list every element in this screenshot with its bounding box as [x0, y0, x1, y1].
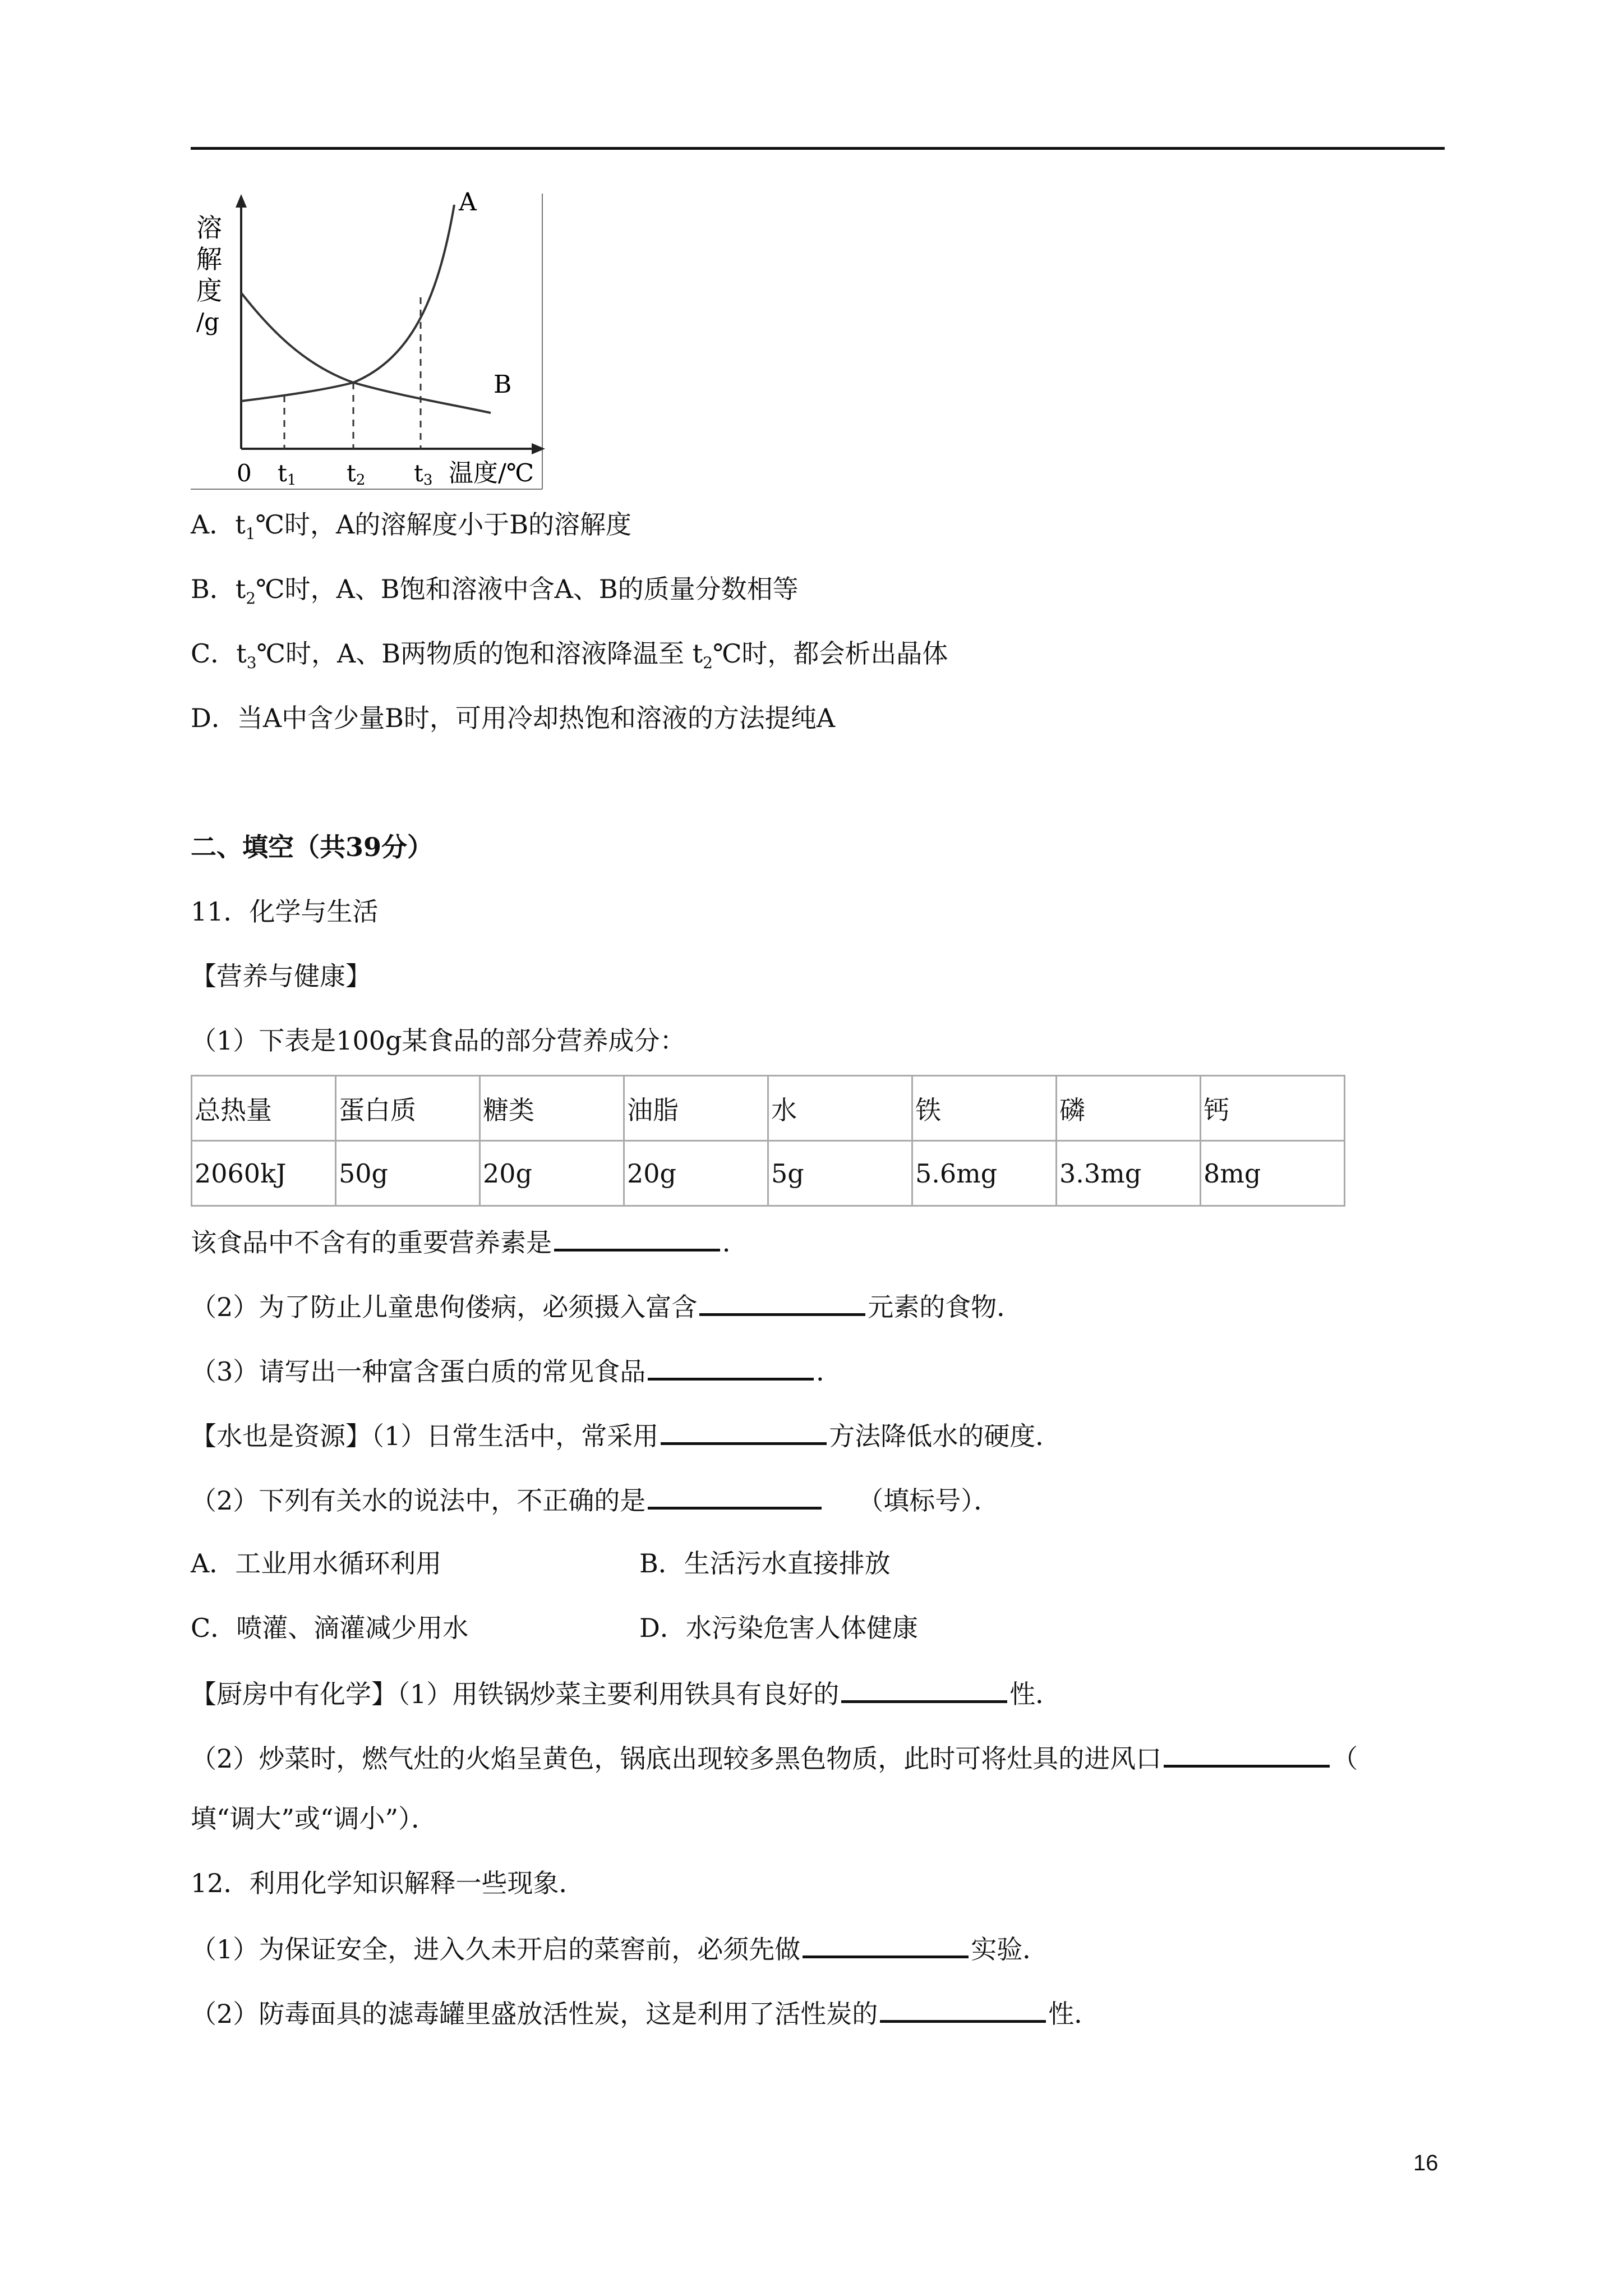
table-header-row [192, 1076, 1345, 1141]
tick-t3: t3 [414, 459, 433, 489]
option-d: D．当A中含少量B时，可用冷却热饱和溶液的方法提纯A [191, 703, 836, 733]
water-choice-c: C．喷灌、滴灌减少用水 [191, 1613, 469, 1643]
answer-blank[interactable] [661, 1418, 827, 1445]
curve-b [241, 293, 491, 413]
nutrition-header: 【营养与健康】 [191, 961, 371, 991]
x-axis-arrow [532, 443, 545, 454]
q12-p1: （1）为保证安全，进入久未开启的菜窖前，必须先做 实验． [191, 1931, 1048, 1966]
section-heading: 二、填空（共39分） [191, 832, 434, 862]
table-cell: 水 [768, 1076, 912, 1141]
ylabel-1: 溶 [196, 213, 222, 243]
ylabel-4: /g [196, 308, 220, 335]
answer-blank[interactable] [699, 1289, 865, 1316]
table-cell: 钙 [1201, 1076, 1345, 1141]
option-a: A．$t_1℃$时，A的溶解度小于B的溶解度 [191, 509, 632, 543]
q12-title: 12．利用化学知识解释一些现象． [191, 1868, 585, 1898]
water-choice-d: D．水污染危害人体健康 [639, 1613, 918, 1643]
table-cell: 20g [480, 1141, 624, 1206]
answer-blank[interactable] [803, 1931, 969, 1958]
table-cell: 5.6mg [912, 1141, 1057, 1206]
table-cell: 总热量 [192, 1076, 336, 1141]
answer-blank[interactable] [554, 1224, 720, 1251]
table-cell: 3.3mg [1057, 1141, 1201, 1206]
kitchen-p2-cont: 填“调大”或“调小”）． [191, 1803, 437, 1834]
nutrition-table [191, 1075, 1345, 1207]
water-p2: （2）下列有关水的说法中，不正确的是 （填标号）． [191, 1482, 999, 1517]
tick-t2: t2 [347, 459, 366, 489]
q11-p2: （2）为了防止儿童患佝偻病，必须摄入富含 元素的食物． [191, 1289, 1022, 1324]
water-choice-a: A．工业用水循环利用 [191, 1548, 442, 1579]
curve-b-label: B [494, 370, 512, 399]
answer-blank[interactable] [648, 1482, 822, 1510]
page-number: 16 [1413, 2151, 1438, 2175]
curve-a [241, 205, 454, 401]
ylabel-2: 解 [196, 244, 222, 274]
water-p1: 【水也是资源】（1）日常生活中，常采用 方法降低水的硬度． [191, 1418, 1061, 1453]
answer-blank[interactable] [841, 1676, 1007, 1703]
table-row [192, 1141, 1345, 1206]
solubility-graph [191, 191, 550, 494]
answer-blank[interactable] [648, 1353, 814, 1381]
origin-label: 0 [237, 459, 252, 487]
table-cell: 磷 [1057, 1076, 1201, 1141]
q12-p2: （2）防毒面具的滤毒罐里盛放活性炭，这是利用了活性炭的 性． [191, 1995, 1100, 2031]
header-rule [191, 147, 1445, 150]
kitchen-p1: 【厨房中有化学】（1）用铁锅炒菜主要利用铁具有良好的 性． [191, 1676, 1061, 1711]
curve-a-label: A [459, 191, 477, 217]
q11-p3: （3）请写出一种富含蛋白质的常见食品 ． [191, 1353, 842, 1388]
answer-blank[interactable] [880, 1995, 1046, 2023]
kitchen-p2: （2）炒菜时，燃气灶的火焰呈黄色，锅底出现较多黑色物质，此时可将灶具的进风口 （ [191, 1740, 1358, 1775]
tick-t1: t1 [278, 459, 297, 489]
ylabel-3: 度 [196, 275, 222, 306]
table-cell: 糖类 [480, 1076, 624, 1141]
table-cell: 蛋白质 [336, 1076, 480, 1141]
table-cell: 8mg [1201, 1141, 1345, 1206]
q11-p1: （1）下表是100g某食品的部分营养成分： [191, 1025, 686, 1056]
table-cell: 油脂 [624, 1076, 768, 1141]
answer-blank[interactable] [1164, 1740, 1330, 1768]
table-cell: 5g [768, 1141, 912, 1206]
table-cell: 20g [624, 1141, 768, 1206]
option-c: C．$t_3℃$时，A、B两物质的饱和溶液降温至 $t_2℃$时，都会析出晶体 [191, 638, 948, 672]
water-choice-b: B．生活污水直接排放 [639, 1548, 891, 1579]
table-cell: 2060kJ [192, 1141, 336, 1206]
q11-title: 11．化学与生活 [191, 896, 379, 927]
xlabel: 温度/℃ [449, 459, 534, 487]
y-axis-arrow [236, 194, 247, 208]
option-b: B．$t_2℃$时，A、B饱和溶液中含A、B的质量分数相等 [191, 574, 799, 608]
missing-nutrient-question: 该食品中不含有的重要营养素是 ． [191, 1224, 748, 1259]
table-cell: 50g [336, 1141, 480, 1206]
table-cell: 铁 [912, 1076, 1057, 1141]
